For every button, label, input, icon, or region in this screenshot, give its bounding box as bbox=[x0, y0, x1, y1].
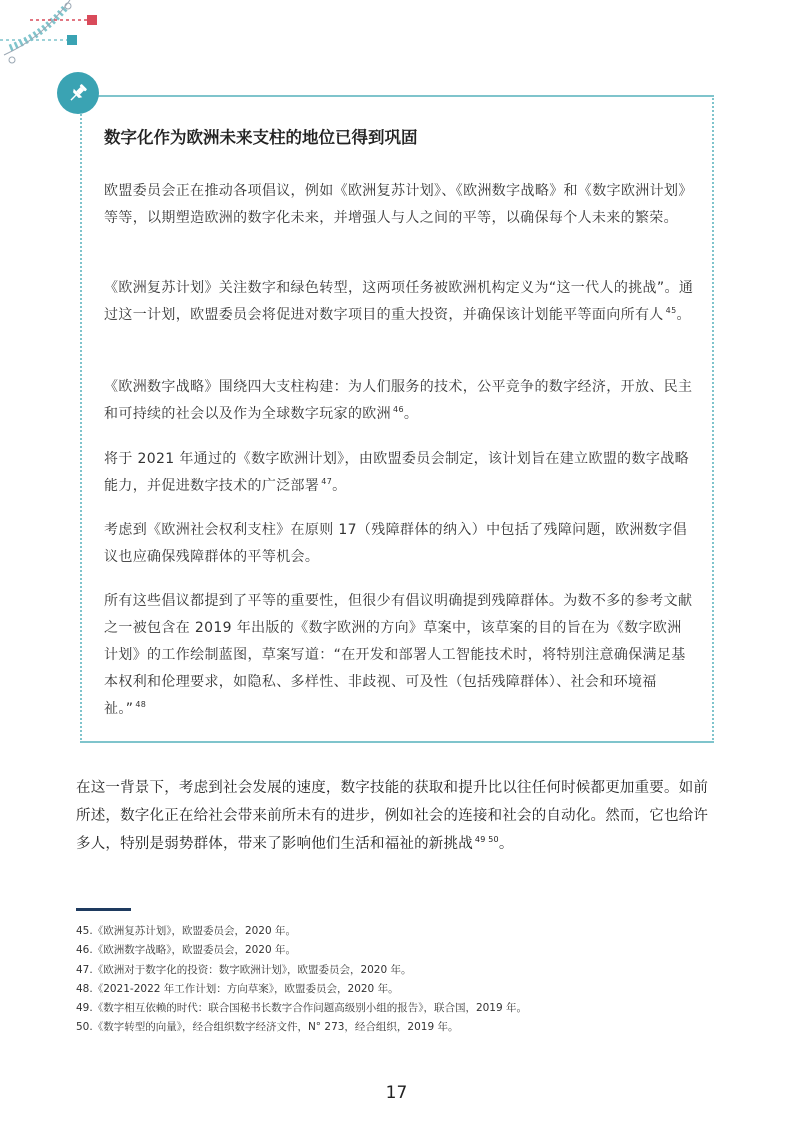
footnote-item: 50.《数字转型的向量》，经合组织数字经济文件，N° 273，经合组织，2019 年。 bbox=[76, 1021, 459, 1034]
corner-decoration-graphic bbox=[0, 0, 110, 75]
body-text: 在这一背景下，考虑到社会发展的速度，数字技能的获取和提升比以往任何时候都更加重要。如前所述，数字化正在给社会带来前所未有的进步，例如社会的连接和社会的自动化。然而，它也给许多人，特别是弱势群体，带来了影响他们生活和福祉的新挑战 bbox=[76, 780, 709, 852]
footnote-item: 48.《2021-2022 年工作计划：方向草案》，欧盟委员会，2020 年。 bbox=[76, 982, 399, 995]
footnote-divider bbox=[76, 908, 131, 911]
body-paragraph: 在这一背景下，考虑到社会发展的速度，数字技能的获取和提升比以往任何时候都更加重要。如前所述，数字化正在给社会带来前所未有的进步，例如社会的连接和社会的自动化。然而，它也给许多人，特别是弱势群体，带来了影响他们生活和福祉的新挑战 $^{49 50}$。 bbox=[76, 780, 709, 852]
footnote-ref: 46 bbox=[393, 405, 404, 415]
page-number: 17 bbox=[385, 1083, 408, 1103]
box-paragraph: 《欧洲复苏计划》关注数字和绿色转型，这两项任务被欧洲机构定义为“这一代人的挑战”。通过这一计划，欧盟委员会将促进对数字项目的重大投资，并确保该计划能平等面向所有人 $^{45}$。 bbox=[104, 280, 694, 323]
footnote-ref: 47 bbox=[321, 477, 333, 487]
box-paragraph bbox=[104, 517, 694, 571]
box-paragraph: 《欧洲数字战略》围绕四大支柱构建：为人们服务的技术，公平竞争的数字经济，开放、民主和可持续的社会以及作为全球数字玩家的欧洲 $^{46}$。 bbox=[104, 379, 693, 422]
box-paragraph: 将于 2021 年通过的《数字欧洲计划》，由欧盟委员会制定，该计划旨在建立欧盟的数字战略能力，并促进数字技术的广泛部署 $^{47}$。 bbox=[104, 451, 689, 494]
footnote-list bbox=[76, 922, 716, 1038]
paragraph-text: 考虑到《欧洲社会权利支柱》在原则 17（残障群体的纳入）中包括了残障问题，欧洲数字倡议也应确保残障群体的平等机会。 bbox=[104, 522, 687, 565]
pushpin-badge bbox=[57, 72, 99, 114]
footnote-item: 49.《数字相互依赖的时代：联合国秘书长数字合作问题高级别小组的报告》，联合国，2019 年。 bbox=[76, 1002, 528, 1015]
box-paragraph bbox=[104, 178, 694, 232]
footnote-ref: 49 50 bbox=[474, 835, 499, 845]
footnote-ref: 48 bbox=[135, 700, 147, 710]
footnote-ref: 45 bbox=[665, 306, 677, 316]
paragraph-text: 欧盟委员会正在推动各项倡议，例如《欧洲复苏计划》、《欧洲数字战略》和《数字欧洲计划》等等，以期塑造欧洲的数字化未来，并增强人与人之间的平等，以确保每个人未来的繁荣。 bbox=[104, 183, 693, 226]
footnote-item: 47.《欧洲对于数字化的投资：数字欧洲计划》，欧盟委员会，2020 年。 bbox=[76, 963, 412, 976]
box-title: 数字化作为欧洲未来支柱的地位已得到巩固 bbox=[104, 128, 418, 147]
paragraph-text: 将于 2021 年通过的《数字欧洲计划》，由欧盟委员会制定，该计划旨在建立欧盟的数字战略能力，并促进数字技术的广泛部署 bbox=[104, 451, 689, 494]
footnote-item: 46.《欧洲数字战略》，欧盟委员会，2020 年。 bbox=[76, 944, 297, 957]
box-paragraph bbox=[104, 588, 694, 723]
pushpin-icon bbox=[66, 81, 90, 105]
paragraph-text: 所有这些倡议都提到了平等的重要性，但很少有倡议明确提到残障群体。为数不多的参考文献之一被包含在 2019 年出版的《数字欧洲的方向》草案中，该草案的目的旨在为《数字欧洲计划》的工作绘制蓝图，草案写道：“在开发和部署人工智能技术时，将特别注意确保满足基本权利和伦理要求，如隐私、多样性、非歧视、可及性（包括残障群体）、社会和环境福祉。” bbox=[104, 593, 693, 717]
footnote-item: 45.《欧洲复苏计划》，欧盟委员会，2020 年。 bbox=[76, 925, 297, 937]
paragraph-text: 《欧洲数字战略》围绕四大支柱构建：为人们服务的技术，公平竞争的数字经济，开放、民主和可持续的社会以及作为全球数字玩家的欧洲 bbox=[104, 379, 693, 422]
paragraph-text: 《欧洲复苏计划》关注数字和绿色转型，这两项任务被欧洲机构定义为“这一代人的挑战”。通过这一计划，欧盟委员会将促进对数字项目的重大投资，并确保该计划能平等面向所有人 bbox=[104, 280, 694, 323]
